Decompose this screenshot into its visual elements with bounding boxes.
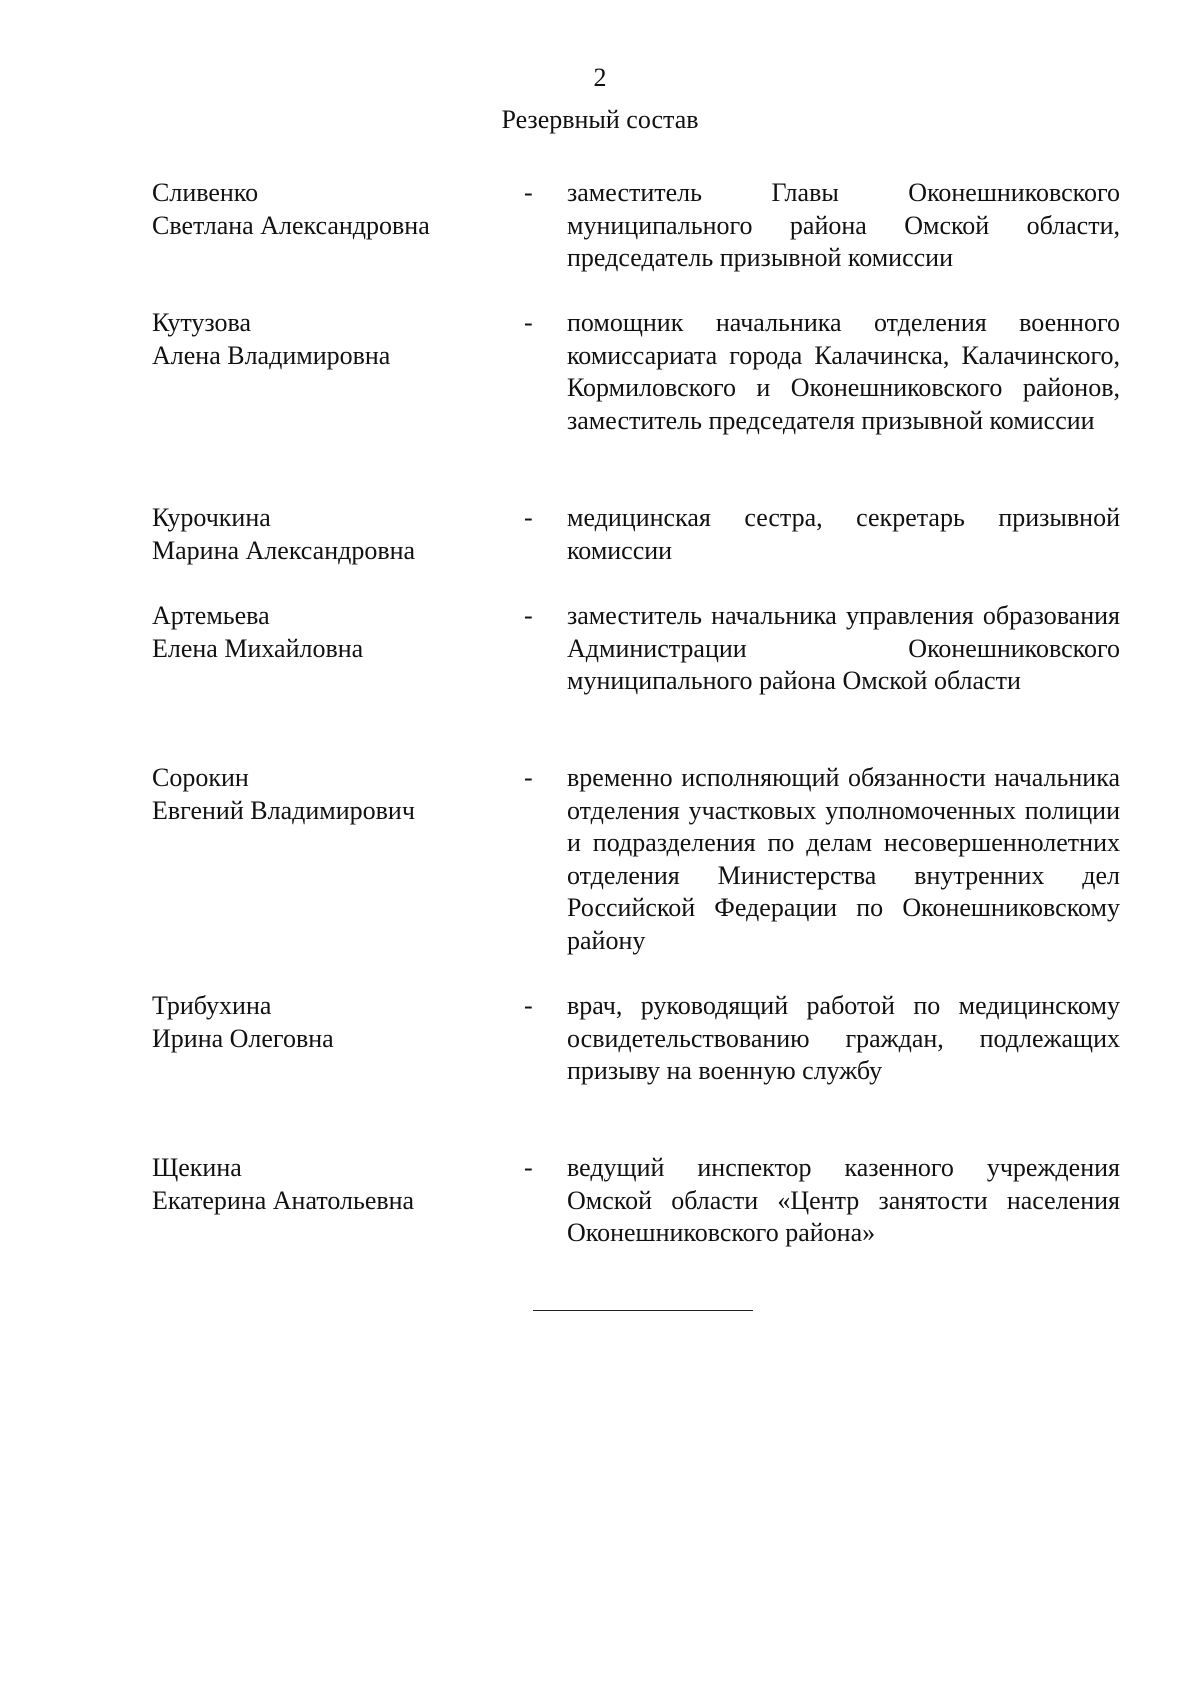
section-title: Резервный состав	[501, 105, 699, 134]
member-given-names: Светлана Александровна	[152, 210, 430, 240]
page-number: 2	[593, 63, 607, 92]
member-given-names: Елена Михайловна	[152, 633, 364, 663]
member-name	[152, 990, 492, 1055]
member-surname: Курочкина	[152, 503, 271, 532]
member-role: временно исполняющий обязанности начальника отделения участковых уполномоченных полиции и подразделения по делам несовершеннолетних отделения Министерства внутренних дел Российской Федерации по Оконешниковскому району	[567, 763, 1120, 955]
separator-dash: -	[524, 178, 533, 207]
member-surname: Трибухина	[152, 991, 272, 1020]
member-surname: Щекина	[152, 1153, 242, 1182]
end-of-list-rule	[533, 1310, 753, 1311]
member-name	[152, 762, 492, 827]
member-given-names: Евгений Владимирович	[152, 795, 415, 825]
member-surname: Сорокин	[152, 763, 249, 792]
member-name	[152, 1152, 492, 1217]
member-name	[152, 307, 492, 372]
member-surname: Артемьева	[152, 601, 270, 630]
separator-dash: -	[524, 1153, 533, 1182]
member-role: помощник начальника отделения военного комиссариата города Калачинска, Калачинского, Кормиловского и Оконешниковского районов, заместитель председателя призывной комиссии	[567, 308, 1120, 435]
member-given-names: Марина Александровна	[152, 535, 416, 565]
member-role: заместитель начальника управления образования Администрации Оконешниковского муниципального района Омской области	[567, 601, 1120, 695]
member-given-names: Алена Владимировна	[152, 340, 391, 370]
member-surname: Кутузова	[152, 308, 251, 337]
separator-dash: -	[524, 503, 533, 532]
member-name	[152, 600, 492, 665]
separator-dash: -	[524, 601, 533, 630]
separator-dash: -	[524, 991, 533, 1020]
member-role: ведущий инспектор казенного учреждения Омской области «Центр занятости населения Оконешниковского района»	[567, 1153, 1120, 1247]
member-role: медицинская сестра, секретарь призывной комиссии	[567, 503, 1120, 565]
separator-dash: -	[524, 763, 533, 792]
member-given-names: Екатерина Анатольевна	[152, 1185, 415, 1215]
member-name	[152, 502, 492, 567]
member-name	[152, 177, 492, 242]
member-surname: Сливенко	[152, 178, 259, 207]
member-given-names: Ирина Олеговна	[152, 1023, 334, 1053]
member-role: заместитель Главы Оконешниковского муниципального района Омской области, председатель призывной комиссии	[567, 178, 1120, 272]
member-role: врач, руководящий работой по медицинскому освидетельствованию граждан, подлежащих призыву на военную службу	[567, 991, 1120, 1085]
separator-dash: -	[524, 308, 533, 337]
